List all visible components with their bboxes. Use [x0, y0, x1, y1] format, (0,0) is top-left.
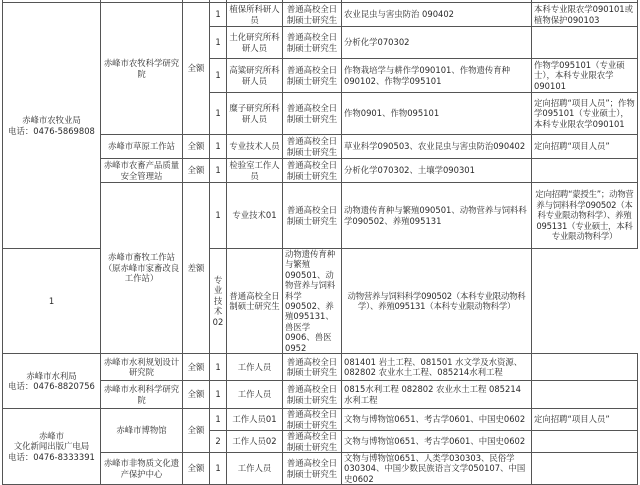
- post-cell: 工作人员02: [227, 431, 283, 453]
- req-cell: 定向招聘“蒙授生”；动物营养与饲料科学090502（本科专业限动物科学）、养殖095131（专业硕士，本科专业限动物科学）: [532, 183, 638, 249]
- department-name: 赤峰市水利局: [26, 370, 77, 381]
- req-cell: [532, 453, 638, 485]
- req-cell: 定向招聘“项目人员”；作物学095101（专业硕士），本科专业限农学090101: [532, 93, 638, 135]
- major-cell: 动物遗传育种与繁殖090501、动物营养与饲料科学090502、养殖095131: [342, 183, 532, 249]
- req-cell: 定向招聘“项目人员”: [532, 409, 638, 431]
- count-cell: 1: [3, 249, 101, 354]
- department-name: 文化新闻出版广电局: [13, 441, 90, 452]
- edu-cell: 普通高校全日制硕士研究生: [283, 93, 342, 135]
- req-cell: 动物营养与饲料科学090502（本科专业限动物科学）、养殖095131（本科专业限动物科学）: [342, 249, 532, 354]
- unit-cell: 赤峰市畜牧工作站（原赤峰市家畜改良工作站）: [101, 183, 183, 354]
- post-cell: 高粱研究所科研人员: [227, 59, 283, 93]
- req-cell: [532, 159, 638, 183]
- edu-cell: 普通高校全日制硕士研究生: [283, 431, 342, 453]
- funding-cell: 差额: [183, 183, 210, 354]
- count-cell: 1: [210, 381, 227, 409]
- req-cell: [532, 431, 638, 453]
- major-cell: 分析化学070302、土壤学090301: [342, 159, 532, 183]
- major-cell: 草业科学090503、农业昆虫与害虫防治090402: [342, 135, 532, 159]
- department-phone: 电话：0476-8333391: [8, 451, 95, 462]
- major-cell: 分析化学070302: [342, 27, 532, 59]
- req-cell: 定向招聘“项目人员”: [532, 135, 638, 159]
- major-cell: 文物与博物馆0651、考古学0601、中国史0602: [342, 409, 532, 431]
- funding-cell: 全额: [183, 381, 210, 409]
- count-cell: 1: [210, 183, 227, 249]
- table-row: [3, 3, 638, 27]
- major-cell: 081401 岩土工程、081501 水文学及水资源、082802 农业水土工程、085214水利工程: [342, 354, 532, 381]
- post-cell: 植保所科研人员: [227, 3, 283, 27]
- department-name: 赤峰市: [38, 431, 65, 442]
- edu-cell: 普通高校全日制硕士研究生: [283, 135, 342, 159]
- count-cell: 2: [210, 431, 227, 453]
- post-cell: 检验室工作人员: [227, 159, 283, 183]
- unit-cell: 赤峰市草原工作站: [101, 135, 183, 159]
- edu-cell: 普通高校全日制硕士研究生: [283, 409, 342, 431]
- post-cell: 工作人员: [227, 354, 283, 381]
- edu-cell: 普通高校全日制硕士研究生: [283, 27, 342, 59]
- unit-cell: 赤峰市博物馆: [101, 409, 183, 453]
- table-row: [3, 249, 638, 354]
- count-cell: 1: [210, 3, 227, 27]
- count-cell: 1: [210, 159, 227, 183]
- post-cell: 糜子研究所科研人员: [227, 93, 283, 135]
- edu-cell: 普通高校全日制硕士研究生: [283, 453, 342, 485]
- table-row: [3, 354, 638, 381]
- major-cell: 作物栽培学与耕作学090101、作物遗传育种090102、作物学095101: [342, 59, 532, 93]
- count-cell: 1: [210, 409, 227, 431]
- major-cell: 0815水利工程 082802 农业水土工程 085214水利工程: [342, 381, 532, 409]
- edu-cell: 普通高校全日制硕士研究生: [283, 59, 342, 93]
- edu-cell: 普通高校全日制硕士研究生: [227, 249, 283, 354]
- unit-cell: 赤峰市非物质文化遗产保护中心: [101, 453, 183, 485]
- funding-cell: 全额: [183, 409, 210, 453]
- post-cell: 专业技术01: [227, 183, 283, 249]
- department-cell: [3, 3, 101, 249]
- major-cell: 农业昆虫与害虫防治 090402: [342, 3, 532, 27]
- count-cell: 1: [210, 27, 227, 59]
- count-cell: 1: [210, 354, 227, 381]
- table-row: [3, 409, 638, 431]
- post-cell: 专业技术02: [210, 249, 227, 354]
- funding-cell: 全额: [183, 135, 210, 159]
- major-cell: 动物遗传育种与繁殖090501、动物营养与饲料科学090502、养殖095131、兽医学0906、兽医0952: [283, 249, 342, 354]
- major-cell: 作物0901、作物095101: [342, 93, 532, 135]
- count-cell: 1: [210, 59, 227, 93]
- edu-cell: 普通高校全日制硕士研究生: [283, 3, 342, 27]
- unit-cell: 赤峰市水利规划设计研究院: [101, 354, 183, 381]
- edu-cell: 普通高校全日制硕士研究生: [283, 354, 342, 381]
- count-cell: 1: [210, 135, 227, 159]
- req-cell: 作物学095101（专业硕士），本科专业限农学090101: [532, 59, 638, 93]
- department-cell: [3, 354, 101, 409]
- req-cell: [532, 354, 638, 381]
- post-cell: 工作人员01: [227, 409, 283, 431]
- recruitment-table: [2, 0, 638, 485]
- edu-cell: 普通高校全日制硕士研究生: [283, 159, 342, 183]
- department-name: 赤峰市农牧业局: [22, 115, 81, 126]
- funding-cell: 全额: [183, 354, 210, 381]
- post-cell: 专业技术人员: [227, 135, 283, 159]
- funding-cell: 全额: [183, 453, 210, 485]
- req-cell: [532, 381, 638, 409]
- major-cell: 文物与博物馆0651、人类学030303、民俗学030304、中国少数民族语言文学050107、中国史0602: [342, 453, 532, 485]
- major-cell: 文物与博物馆0651、考古学0601、中国史0602: [342, 431, 532, 453]
- department-phone: 电话：0476-5869808: [8, 125, 95, 136]
- post-cell: 土化研究所科研人员: [227, 27, 283, 59]
- funding-cell: 全额: [183, 159, 210, 183]
- count-cell: 1: [210, 93, 227, 135]
- req-cell: 本科专业限农学090101或植物保护090103: [532, 3, 638, 27]
- req-cell: [532, 27, 638, 59]
- count-cell: 1: [210, 453, 227, 485]
- unit-cell: 赤峰市水利科学研究院: [101, 381, 183, 409]
- post-cell: 工作人员: [227, 453, 283, 485]
- unit-cell: 赤峰市农畜产品质量安全管理站: [101, 159, 183, 183]
- department-cell: [3, 409, 101, 485]
- unit-cell: 赤峰市农牧科学研究院: [101, 3, 183, 135]
- department-phone: 电话：0476-8820756: [8, 381, 95, 392]
- edu-cell: 普通高校全日制硕士研究生: [283, 183, 342, 249]
- funding-cell: 全额: [183, 3, 210, 135]
- post-cell: 工作人员: [227, 381, 283, 409]
- edu-cell: 普通高校全日制硕士研究生: [283, 381, 342, 409]
